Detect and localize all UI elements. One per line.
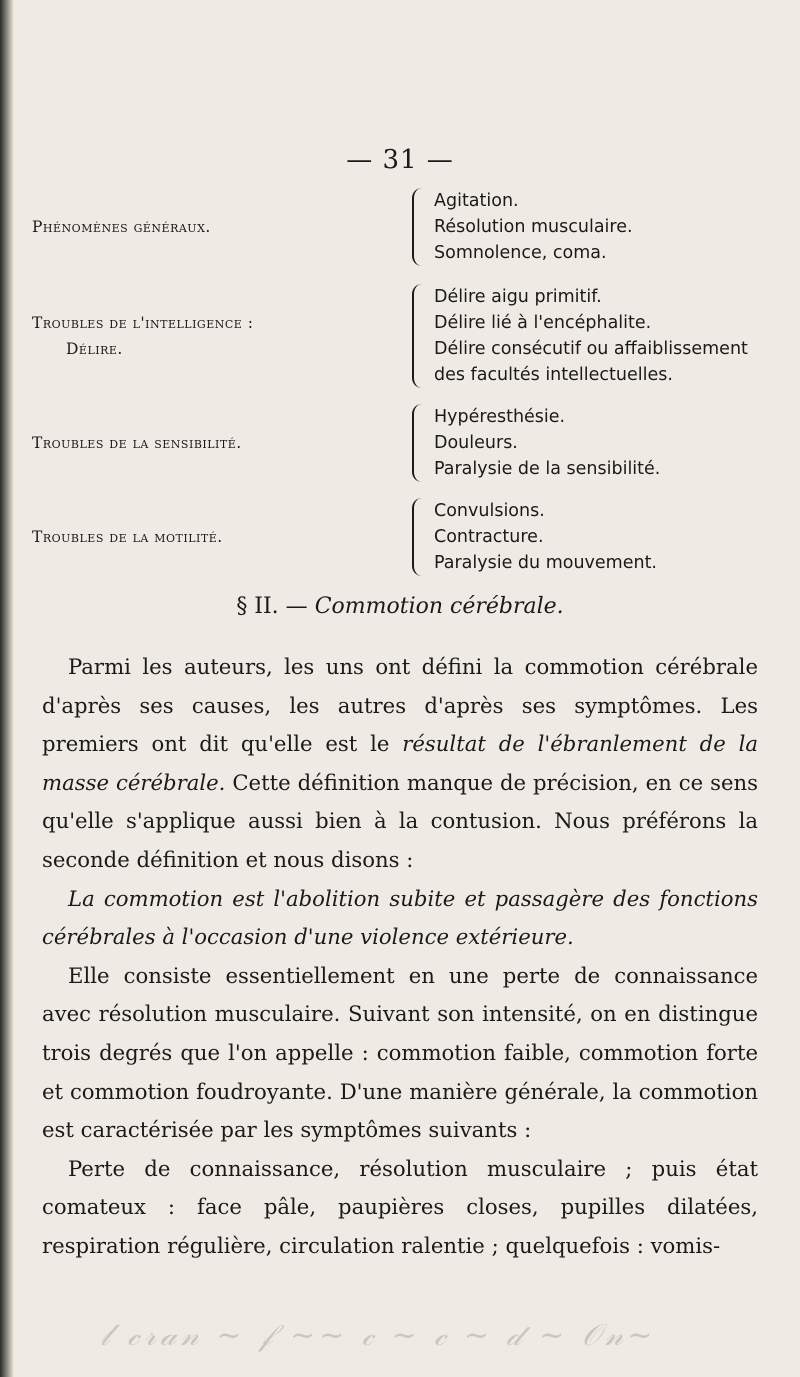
- group-items: [434, 188, 633, 266]
- text-run: Perte de connaissance, résolution musculaire ; puis état comateux : face pâle, paupières closes, pupilles dilatées, respiration régulière, circulation ralentie ; quelquefois : vomis-: [42, 1155, 758, 1258]
- emphasis: résultat de l'ébranlement de la masse cérébrale.: [42, 731, 758, 795]
- symptom-group-general: [30, 188, 770, 266]
- brace: [412, 284, 428, 388]
- paragraph: [42, 648, 758, 880]
- text-run: Elle consiste essentiellement en une perte de connaissance avec résolution musculaire. Suivant son intensité, on en distingue trois degrés que l'on appelle : commotion faible, commotion forte et commotion foudroyante. D'une manière générale, la commotion est caractérisée par les symptômes suivants :: [42, 962, 758, 1143]
- section-number: § II. —: [236, 594, 308, 619]
- group-label: [30, 214, 412, 240]
- group-label-line: Troubles de l'intelligence :: [32, 314, 254, 332]
- list-item: Agitation.: [434, 191, 519, 211]
- bleed-through-handwriting: 𝓁 𝒸𝓇𝒶𝓃 ~ 𝒻 ~~ 𝒸 ~ 𝒸 ~ 𝒹 ~ 𝒪𝓃~: [100, 1318, 657, 1353]
- symptom-group-sensibility: [30, 404, 770, 482]
- text-run: Parmi les auteurs, les uns ont défini la commotion cérébrale d'après ses causes, les autres d'après ses symptômes. Les premiers ont dit qu'elle est le: [42, 654, 758, 757]
- list-item: Somnolence, coma.: [434, 243, 607, 263]
- list-item: Contracture.: [434, 527, 544, 547]
- page-edge-shadow: [0, 0, 14, 1377]
- group-label: [30, 310, 412, 362]
- paragraph: [42, 1150, 758, 1266]
- list-item: Résolution musculaire.: [434, 217, 633, 237]
- list-item: Paralysie du mouvement.: [434, 553, 657, 573]
- brace: [412, 404, 428, 482]
- group-items: [434, 404, 660, 482]
- symptom-group-motility: [30, 498, 770, 576]
- section-title: Commotion cérébrale.: [314, 594, 564, 619]
- list-item: Délire aigu primitif.: [434, 287, 602, 307]
- group-label-line: Délire.: [66, 340, 123, 358]
- group-label-line: Troubles de la sensibilité.: [32, 434, 242, 452]
- definition: La commotion est l'abolition subite et passagère des fonctions cérébrales à l'occasion d'une violence extérieure.: [42, 885, 758, 950]
- brace: [412, 188, 428, 266]
- list-item: Paralysie de la sensibilité.: [434, 459, 661, 479]
- group-label-line: Phénomènes généraux.: [32, 218, 211, 236]
- group-label-line: Troubles de la motilité.: [32, 528, 223, 546]
- list-item: des facultés intellectuelles.: [434, 365, 673, 385]
- symptom-group-intelligence: [30, 284, 770, 388]
- group-label: [30, 430, 412, 456]
- group-items: [434, 498, 657, 576]
- body-text: [42, 648, 758, 1266]
- page-number: — 31 —: [346, 145, 454, 175]
- list-item: Douleurs.: [434, 433, 518, 453]
- paragraph: [42, 957, 758, 1150]
- group-label: [30, 524, 412, 550]
- text-run: Cette définition manque de précision, en ce sens qu'elle s'applique aussi bien à la contusion. Nous préférons la seconde définition et nous disons :: [42, 769, 758, 872]
- section-heading: [0, 594, 800, 619]
- group-items: [434, 284, 748, 388]
- list-item: Hypéresthésie.: [434, 407, 566, 427]
- brace: [412, 498, 428, 576]
- paragraph: [42, 880, 758, 957]
- list-item: Délire consécutif ou affaiblissement: [434, 339, 748, 359]
- list-item: Convulsions.: [434, 501, 545, 521]
- list-item: Délire lié à l'encéphalite.: [434, 313, 652, 333]
